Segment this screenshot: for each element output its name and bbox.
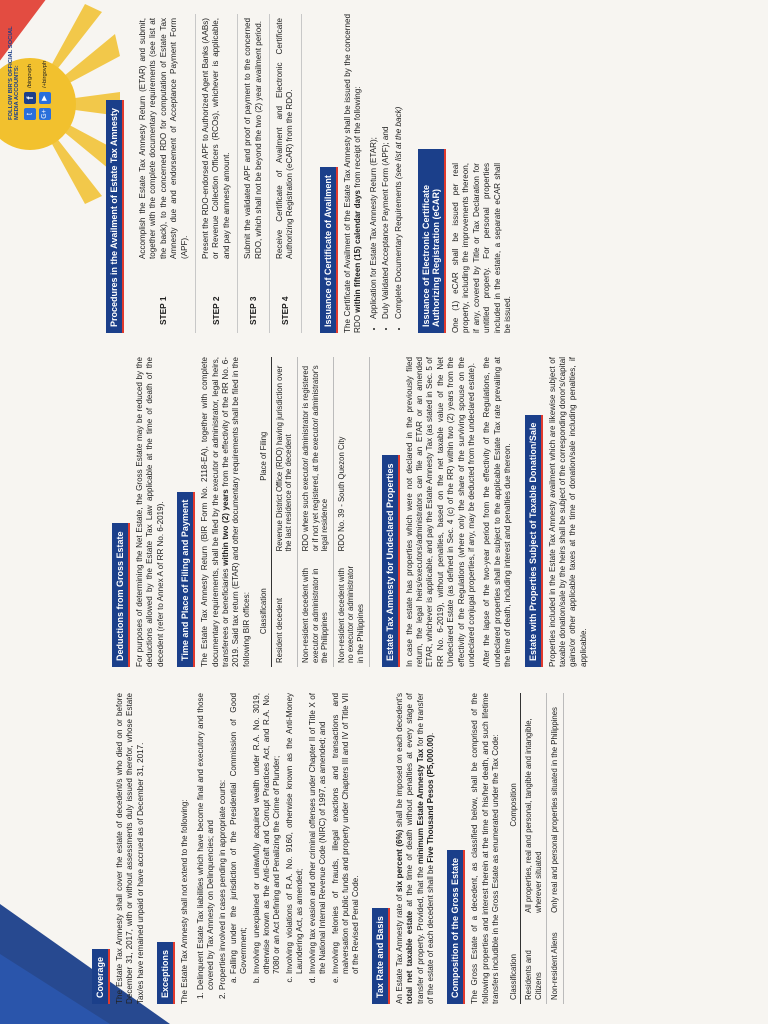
table-header: Classification [507,917,521,1004]
list-item: • Application for Estate Tax Amnesty Return (ETAR); [369,14,379,319]
undeclared-heading: Estate Tax Amnesty for Undeclared Properties [382,455,400,667]
table-header: Composition [507,693,521,917]
table-row: Non-resident decedent with no executor or administrator in the Philippines RDO No. 39 - South Quezon City [333,357,369,667]
ecar-text: One (1) eCAR shall be issued per real property, including the improvements thereon, if any, covered by Title or Tax Declaration for untitled property. For personal properties included in the estate, a separate eCAR shall be issued. [450,163,512,333]
exceptions-heading: Exceptions [157,942,175,1004]
table-row: Non-resident Aliens Only real and personal properties situated in the Philippines [547,693,564,1004]
step-row [270,14,302,333]
procedure-steps [133,14,302,333]
exception-item-1: 1. Delinquent Estate Tax liabilities which have become final and executory and those covered by Tax Amnesty on Delinquencies; and [196,693,217,990]
composition-text: The Gross Estate of a decedent, as classified below, shall be comprised of the following properties and interest therein at the time of his/her death, and such lifetime transfers includible in the Gross Estate as enumerated under the Tax Code: [470,693,501,1004]
exception-sub-c: c. Involving violations of R.A. No. 9160, otherwise known as the Anti-Money Laundering Act, as amended; [285,693,306,974]
composition-heading: Composition of the Gross Estate [447,850,465,1004]
table-header: Place of Filing [257,357,271,555]
list-item: • Duly Validated Acceptance Payment Form (APF); and [381,14,391,319]
step-row [133,14,196,333]
composition-table [507,693,564,1004]
filing-place-table [257,357,369,667]
time-place-text: The Estate Tax Amnesty Return (BIR Form No. 2118-EA), together with complete documentary requirements, shall be filed by the executor or administrator, legal heirs, transferees or beneficiaries within two (2) years from the effectivity of the RR No. 6-2019. Said tax return (ETAR) and other documentary requirements shall be filed in the following BIR offices: [200,357,251,667]
certificate-heading: Issuance of Certificate of Availment [320,167,338,333]
exceptions-list [196,693,362,1004]
coverage-text: The Estate Tax Amnesty shall cover the estate of decedent/s who died on or before December 31, 2017, with or without assessments duly issued therefor, whose Estate Tax/es have remained unpaid or have accrued as of December 31, 2017. [115,693,145,1004]
time-place-heading: Time and Place of Filing and Payment [177,492,195,667]
step-text: Present the RDO-endorsed APF to Authorized Agent Banks (AABs) or Revenue Collection Officers (RCOs), whichever is applicable, and pay the amnesty amount. [196,14,238,263]
column-1 [0,679,768,1024]
undeclared-text-1: In case the estate has properties which were not declared in the previously filed return, the legal heirs/executors/administrators can file an ETAR or an amended ETAR, whichever is applicable, and pay the Estate Amnesty Tax (as stated in Sec. 5 of RR No. 6-2019), without penalties, based on the net taxable value of the Net Undeclared Estate (as defined in Sec. 4 (c) of the RR) within two (2) years from the effectivity of the Regulations (where only the share of the surviving spouse on the undeclared conjugal properties, if any, may be deducted from the undeclared estate). [404,357,477,667]
table-row: Non-resident decedent with executor or administrator in the Philippines RDO where such executor/ administrator is registered or if not yet registered, at the executor/ administrator's legal residence [298,357,334,667]
deductions-text: For purposes of determining the Net Estate, the Gross Estate may be reduced by the deductions allowed by the Estate Tax Law applicable at the time of death of the decedent (refer to Annex A of RR No. 6-2019). [135,357,165,667]
facebook-icon[interactable]: f [24,92,36,104]
coverage-heading: Coverage [92,949,110,1004]
exception-sub-a: a. Falling under the jurisdiction of the Presidential Commission of Good Government; [229,693,250,974]
step-label: STEP 3 [238,263,270,333]
table-row: Residents and Citizens All properties, real and personal, tangible and intangible, wherever situated [521,693,547,1004]
gplus-handle[interactable]: /+birgovph [42,60,48,88]
exception-sub-d: d. Involving tax evasion and other criminal offenses under Chapter II of Title X of the National Internal Revenue Code (NIRC) of 1997, as amended; and [308,693,329,974]
twitter-handle[interactable]: /birgovph [27,64,33,88]
tax-rate-text: An Estate Tax Amnesty rate of six percent (6%) shall be imposed on each decedent's total net taxable estate at the time of death without penalties at every stage of transfer of property. Provided, that the minimum Estate Amnesty Tax for the transfer of the estate of each decedent shall be Five Thousand Pesos (P5,000.00). [394,692,435,1004]
exception-sub-e: e. Involving felonies of frauds, illegal exactions and transactions and malversation of public funds and property under Chapters III and IV of Title VII of the Revised Penal Code. [331,693,362,974]
youtube-icon[interactable]: ▶ [39,92,51,104]
certificate-text: The Certificate of Availment of the Estate Tax Amnesty shall be issued by the concerned RDO within fifteen (15) calendar days from receipt of the following: [342,14,363,333]
exceptions-intro: The Estate Tax Amnesty shall not extend to the following: [180,799,190,1004]
tax-rate-heading: Tax Rate and Basis [372,908,390,1004]
donation-text: Properties included in the Estate Tax Amnesty availment which are likewise subject of taxable donation/sale by the heirs shall be subject of the corresponding donor's/capital gains/or other applicable taxes at the time of donation/sale including penalties, if applicable. [547,357,588,667]
ecar-heading: Issuance of Electronic Certificate Authorizing Registration (eCAR) [418,149,446,333]
step-text: Receive Certificate of Availment and Electronic Certificate Authorizing Registration (eCAR) from the RDO. [270,14,302,263]
undeclared-text-2: After the lapse of the two-year period from the effectivity of the Regulations, the undeclared properties shall be subject to the applicable Estate Tax rate prevailing at the time of death, including interest and penalties due thereon. [482,357,513,667]
donation-heading: Estate with Properties Subject of Taxable Donation/Sale [525,415,543,667]
step-row [238,14,270,333]
exception-item-2-text: Properties involved in cases pending in appropriate courts: [218,779,228,990]
exception-sub-b: b. Involving unexplained or unlawfully acquired wealth under R.A. No. 3019, otherwise known as the Anti-Graft and Corrupt Practices Act, and R.A. No. 7080 or an Act Defining and Penalizing the Crime of Plunder; [252,693,283,974]
table-row: Resident decedent Revenue District Office (RDO) having jurisdiction over the last residence of the decedent [271,357,297,667]
procedures-heading: Procedures in the Availment of Estate Tax Amnesty [106,100,124,333]
step-label: STEP 4 [270,263,302,333]
google-plus-icon[interactable]: G+ [39,108,51,120]
step-label: STEP 2 [196,263,238,333]
twitter-icon[interactable]: t [24,108,36,120]
social-heading: FOLLOW BIR'S OFFICIAL SOCIAL MEDIA ACCOUNTS: [8,26,20,120]
exception-sublist [229,693,362,990]
step-label: STEP 1 [133,263,196,333]
column-2 [0,345,768,679]
step-text: Submit the validated APF and proof of payment to the concerned RDO, which shall not be beyond the two (2) year availment period. [238,14,270,263]
step-row [196,14,238,333]
step-text: Accomplish the Estate Tax Amnesty Return (ETAR) and submit, together with the complete documentary requirements (see list at the back), to the concerned RDO for computation of Estate Tax Amnesty due and endorsement of Acceptance Payment Form (APF). [133,14,196,263]
column-3 [0,0,768,345]
exception-item-2 [218,693,361,990]
list-item: • Complete Documentary Requirements (see list at the back) [394,14,404,319]
deductions-heading: Deductions from Gross Estate [112,523,130,667]
table-header: Classification [257,555,271,667]
certificate-requirements [369,14,404,333]
